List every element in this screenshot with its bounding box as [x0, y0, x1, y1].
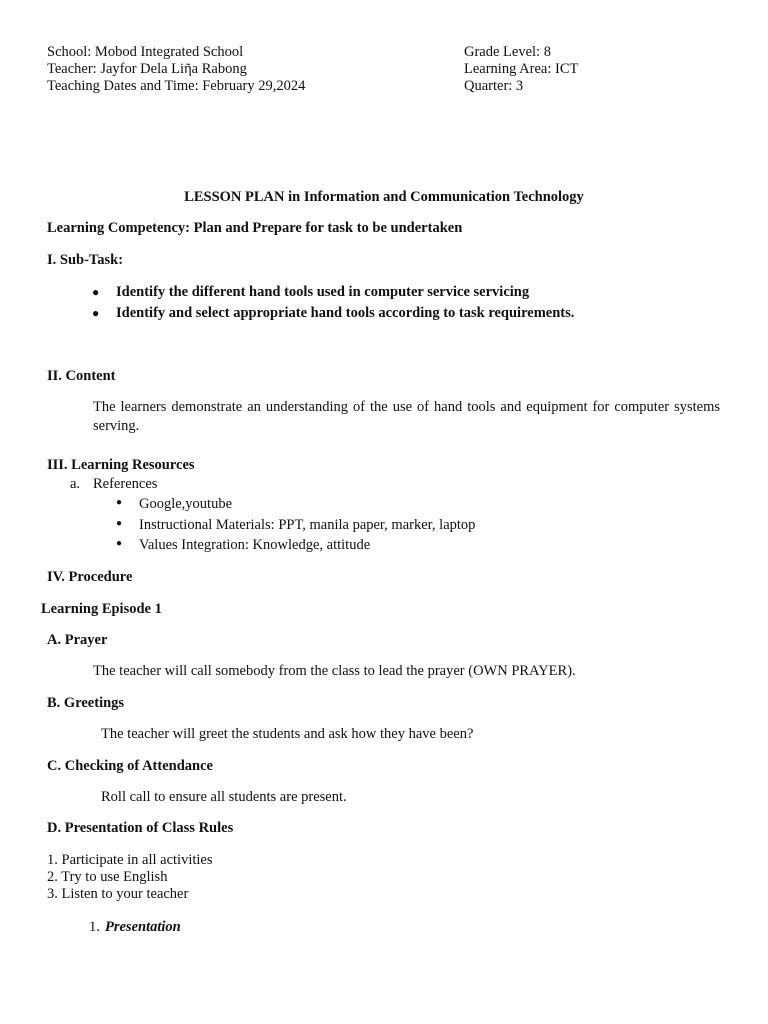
- resources-sub-label: References: [93, 476, 158, 492]
- subtask-item-1: Identify the different hand tools used in computer service servicing: [116, 284, 530, 300]
- header-dates: Teaching Dates and Time: February 29,2024: [47, 78, 306, 94]
- resources-sub-marker: a.: [70, 476, 81, 492]
- header-area: Learning Area: ICT: [464, 61, 579, 77]
- attendance-text: Roll call to ensure all students are present.: [101, 789, 347, 805]
- greetings-text: The teacher will greet the students and ask how they have been?: [101, 726, 474, 742]
- lesson-title: LESSON PLAN in Information and Communication Technology: [184, 189, 584, 205]
- class-rules-heading: D. Presentation of Class Rules: [47, 820, 234, 836]
- procedure-heading: IV. Procedure: [47, 569, 133, 585]
- class-rule-1: 1. Participate in all activities: [47, 852, 213, 868]
- resource-item-2: Instructional Materials: PPT, manila paper, marker, laptop: [139, 517, 476, 533]
- bullet-icon: ●: [116, 538, 123, 549]
- class-rule-2: 2. Try to use English: [47, 869, 168, 885]
- bullet-icon: ●: [116, 518, 123, 529]
- header-grade: Grade Level: 8: [464, 44, 551, 60]
- class-rule-3: 3. Listen to your teacher: [47, 886, 189, 902]
- episode-heading: Learning Episode 1: [41, 601, 162, 617]
- subtask-heading: I. Sub-Task:: [47, 252, 124, 268]
- presentation-heading: Presentation: [105, 919, 181, 935]
- bullet-icon: ●: [116, 497, 123, 508]
- header-school: School: Mobod Integrated School: [47, 44, 244, 60]
- resource-item-3: Values Integration: Knowledge, attitude: [139, 537, 371, 553]
- header-quarter: Quarter: 3: [464, 78, 524, 94]
- prayer-text: The teacher will call somebody from the class to lead the prayer (OWN PRAYER).: [93, 663, 576, 679]
- content-text: The learners demonstrate an understanding of the use of hand tools and equipment for computer systems serving.: [93, 399, 720, 434]
- attendance-heading: C. Checking of Attendance: [47, 758, 213, 774]
- learning-competency: Learning Competency: Plan and Prepare for task to be undertaken: [47, 220, 463, 236]
- prayer-heading: A. Prayer: [47, 632, 108, 648]
- bullet-icon: ●: [92, 285, 100, 299]
- greetings-heading: B. Greetings: [47, 695, 125, 711]
- bullet-icon: ●: [92, 306, 100, 320]
- subtask-item-2: Identify and select appropriate hand tools according to task requirements.: [116, 305, 575, 321]
- presentation-number: 1.: [89, 919, 100, 935]
- content-heading: II. Content: [47, 368, 116, 384]
- resource-item-1: Google,youtube: [139, 496, 233, 512]
- header-teacher: Teacher: Jayfor Dela Liῆa Rabong: [47, 61, 247, 77]
- resources-heading: III. Learning Resources: [47, 457, 195, 473]
